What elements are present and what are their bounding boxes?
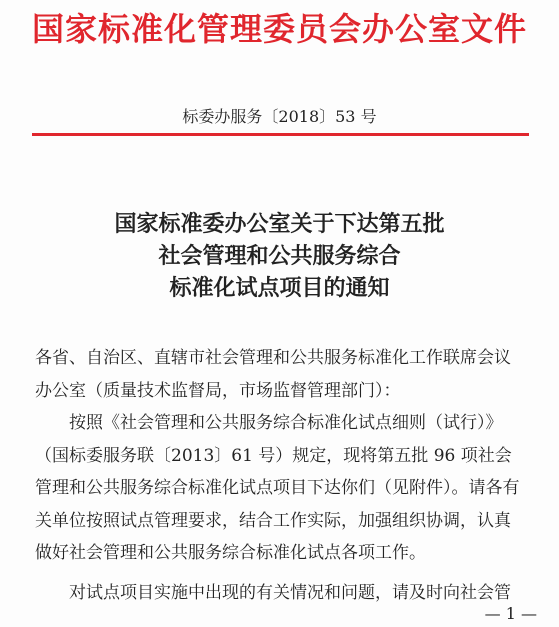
notice-title-line-3: 标准化试点项目的通知 — [169, 275, 390, 301]
notice-body — [35, 342, 527, 609]
document-number: 标委办服务〔2018〕53 号 — [182, 107, 377, 126]
notice-title-line-1: 国家标准委办公室关于下达第五批 — [114, 211, 445, 237]
body-paragraph-2: 对试点项目实施中出现的有关情况和问题，请及时向社会管 — [69, 582, 511, 603]
addressee-paragraph: 各省、自治区、直辖市社会管理和公共服务标准化工作联席会议办公室（质量技术监督局，市场监督管理部门）： — [35, 348, 511, 401]
notice-title-line-2: 社会管理和公共服务综合 — [158, 243, 401, 269]
red-separator-rule — [32, 133, 529, 136]
notice-title — [0, 208, 559, 304]
issuing-authority-header: 国家标准化管理委员会办公室文件 — [31, 10, 527, 48]
body-paragraph-1: 按照《社会管理和公共服务综合标准化试点细则（试行）》（国标委服务联〔2013〕61 号）规定，现将第五批 96 项社会管理和公共服务综合标准化试点项目下达你们（见附件）。请各有关单位按照试点管理要求，结合工作实际，加强组织协调，认真做好社会管理和公共服务综合标准化试点各项工作。 — [35, 413, 520, 563]
page-number: — 1 — — [484, 604, 537, 623]
